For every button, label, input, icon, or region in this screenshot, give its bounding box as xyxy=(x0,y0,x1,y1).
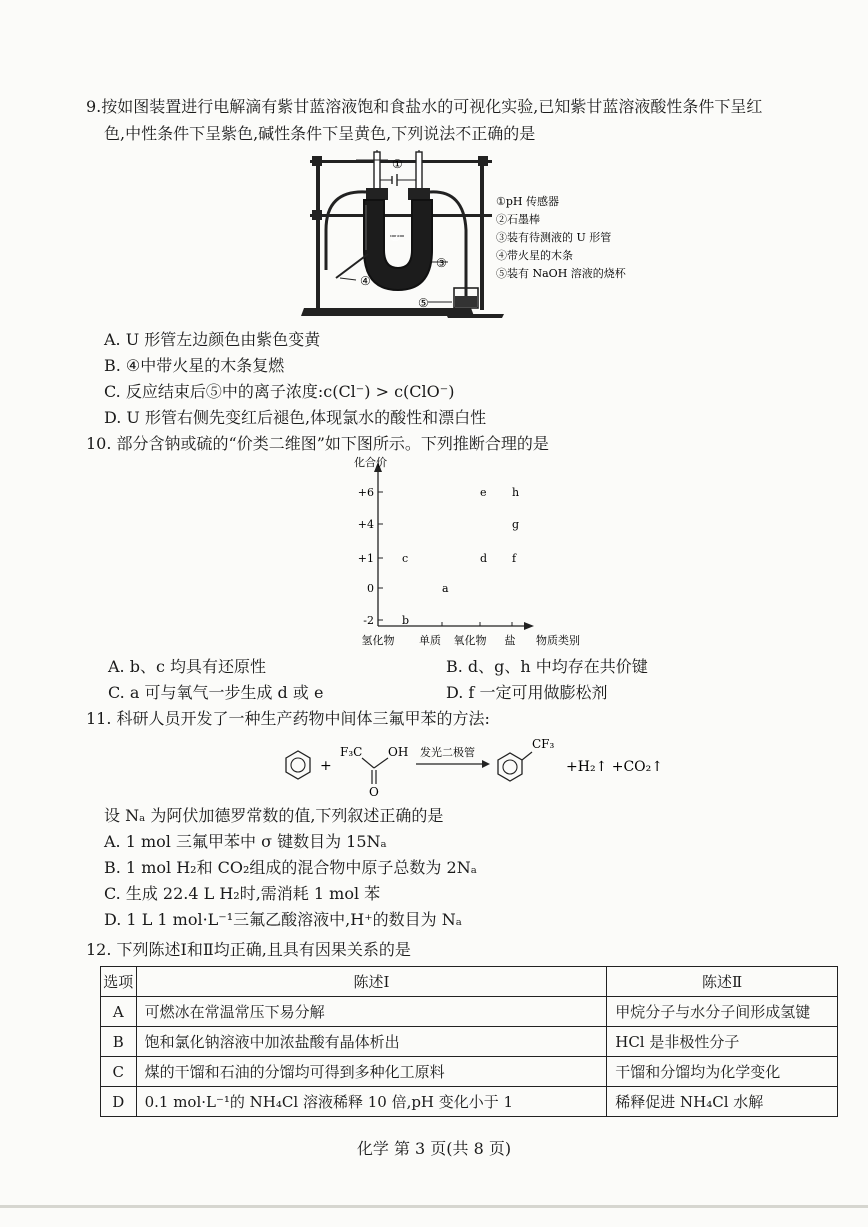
data-point-a: a xyxy=(442,582,449,595)
table-row xyxy=(101,1087,838,1117)
data-point-g: g xyxy=(512,518,520,531)
data-point-d: d xyxy=(480,552,488,565)
q10-option-c: C. a 可与氧气一步生成 d 或 e xyxy=(108,683,324,702)
row-option: C xyxy=(101,1057,137,1087)
page-edge-divider xyxy=(0,1205,868,1208)
valence-category-chart xyxy=(340,456,610,652)
header-statement-1: 陈述Ⅰ xyxy=(136,967,607,997)
o-label: O xyxy=(369,785,379,799)
row-statement-1: 可燃冰在常温常压下易分解 xyxy=(136,997,607,1027)
cf3-label: CF₃ xyxy=(532,737,555,751)
row-statement-1: 饱和氯化钠溶液中加浓盐酸有晶体析出 xyxy=(136,1027,607,1057)
q10-option-a: A. b、c 均具有还原性 xyxy=(108,657,267,676)
x-category-label: 单质 xyxy=(419,634,441,647)
data-point-f: f xyxy=(512,552,517,565)
reaction-equation xyxy=(270,734,690,800)
y-tick-label: +6 xyxy=(357,486,374,499)
f3c-label: F₃C xyxy=(340,745,363,759)
table-row xyxy=(101,1027,838,1057)
electrolysis-apparatus-figure xyxy=(296,150,668,322)
table-row xyxy=(101,1057,838,1087)
q11-option-a: A. 1 mol 三氟甲苯中 σ 键数目为 15Nₐ xyxy=(104,832,387,851)
x-category-label: 氢化物 xyxy=(361,634,395,647)
row-option: B xyxy=(101,1027,137,1057)
legend-item: ⑤装有 NaOH 溶液的烧杯 xyxy=(496,267,626,280)
legend-item: ②石墨棒 xyxy=(496,213,540,226)
y-tick-label: -2 xyxy=(363,614,374,627)
q9-option-b: B. ④中带火星的木条复燃 xyxy=(104,356,285,375)
data-point-h: h xyxy=(512,486,520,499)
q9-option-d: D. U 形管右侧先变红后褪色,体现氯水的酸性和漂白性 xyxy=(104,408,487,427)
reaction-condition: 发光二极管 xyxy=(420,746,475,759)
benzene-structure xyxy=(286,751,310,779)
q11-option-d: D. 1 L 1 mol·L⁻¹三氟乙酸溶液中,H⁺的数目为 Nₐ xyxy=(104,910,462,929)
q10-option-b: B. d、g、h 中均存在共价键 xyxy=(446,657,648,676)
plus-sign: + xyxy=(320,758,332,774)
header-option: 选项 xyxy=(101,967,137,997)
q11-intro: 设 Nₐ 为阿伏加德罗常数的值,下列叙述正确的是 xyxy=(104,806,444,825)
legend-item: ①pH 传感器 xyxy=(496,195,559,208)
header-statement-2: 陈述Ⅱ xyxy=(607,967,838,997)
data-point-b: b xyxy=(402,614,410,627)
q11-option-c: C. 生成 22.4 L H₂时,需消耗 1 mol 苯 xyxy=(104,884,381,903)
marker-3: ③ xyxy=(436,256,447,270)
q9-stem-line1: 9.按如图装置进行电解滴有紫甘蓝溶液饱和食盐水的可视化实验,已知紫甘蓝溶液酸性条件下呈红 xyxy=(86,97,763,116)
row-option: A xyxy=(101,997,137,1027)
q9-stem-line2: 色,中性条件下呈紫色,碱性条件下呈黄色,下列说法不正确的是 xyxy=(104,124,536,143)
q10-option-d: D. f 一定可用做膨松剂 xyxy=(446,683,608,702)
legend-item: ④带火星的木条 xyxy=(496,249,573,262)
y-tick-label: +4 xyxy=(357,518,374,531)
q11-stem: 11. 科研人员开发了一种生产药物中间体三氟甲苯的方法: xyxy=(86,709,490,728)
marker-5: ⑤ xyxy=(418,296,429,310)
products-label: +H₂↑ +CO₂↑ xyxy=(566,759,663,775)
marker-4: ④ xyxy=(360,274,371,288)
row-statement-1: 0.1 mol·L⁻¹的 NH₄Cl 溶液稀释 10 倍,pH 变化小于 1 xyxy=(136,1087,607,1117)
q11-option-b: B. 1 mol H₂和 CO₂组成的混合物中原子总数为 2Nₐ xyxy=(104,858,477,877)
y-tick-label: 0 xyxy=(367,582,374,595)
x-axis-label: 物质类别 xyxy=(536,634,580,647)
row-statement-2: 稀释促进 NH₄Cl 水解 xyxy=(607,1087,838,1117)
q10-stem: 10. 部分含钠或硫的“价类二维图”如下图所示。下列推断合理的是 xyxy=(86,434,549,453)
data-point-e: e xyxy=(480,486,487,499)
row-statement-2: HCl 是非极性分子 xyxy=(607,1027,838,1057)
page-footer: 化学 第 3 页(共 8 页) xyxy=(356,1139,512,1158)
q12-table xyxy=(100,966,838,1117)
trifluorotoluene-structure xyxy=(498,753,522,781)
table-row xyxy=(101,997,838,1027)
marker-1: ① xyxy=(392,157,403,171)
row-option: D xyxy=(101,1087,137,1117)
oh-label: OH xyxy=(388,745,409,759)
row-statement-1: 煤的干馏和石油的分馏均可得到多种化工原料 xyxy=(136,1057,607,1087)
y-axis-label: 化合价 xyxy=(354,456,387,469)
row-statement-2: 干馏和分馏均为化学变化 xyxy=(607,1057,838,1087)
q12-stem: 12. 下列陈述Ⅰ和Ⅱ均正确,且具有因果关系的是 xyxy=(86,940,411,959)
marker-2: ② xyxy=(390,230,401,244)
legend-item: ③装有待测液的 U 形管 xyxy=(496,231,612,244)
x-category-label: 氧化物 xyxy=(453,634,487,647)
x-category-label: 盐 xyxy=(504,634,516,647)
data-point-c: c xyxy=(402,552,409,565)
q9-option-c: C. 反应结束后⑤中的离子浓度:c(Cl⁻) > c(ClO⁻) xyxy=(104,382,455,401)
table-header-row xyxy=(101,967,838,997)
y-tick-label: +1 xyxy=(357,552,374,565)
row-statement-2: 甲烷分子与水分子间形成氢键 xyxy=(607,997,838,1027)
q9-option-a: A. U 形管左边颜色由紫色变黄 xyxy=(104,330,321,349)
